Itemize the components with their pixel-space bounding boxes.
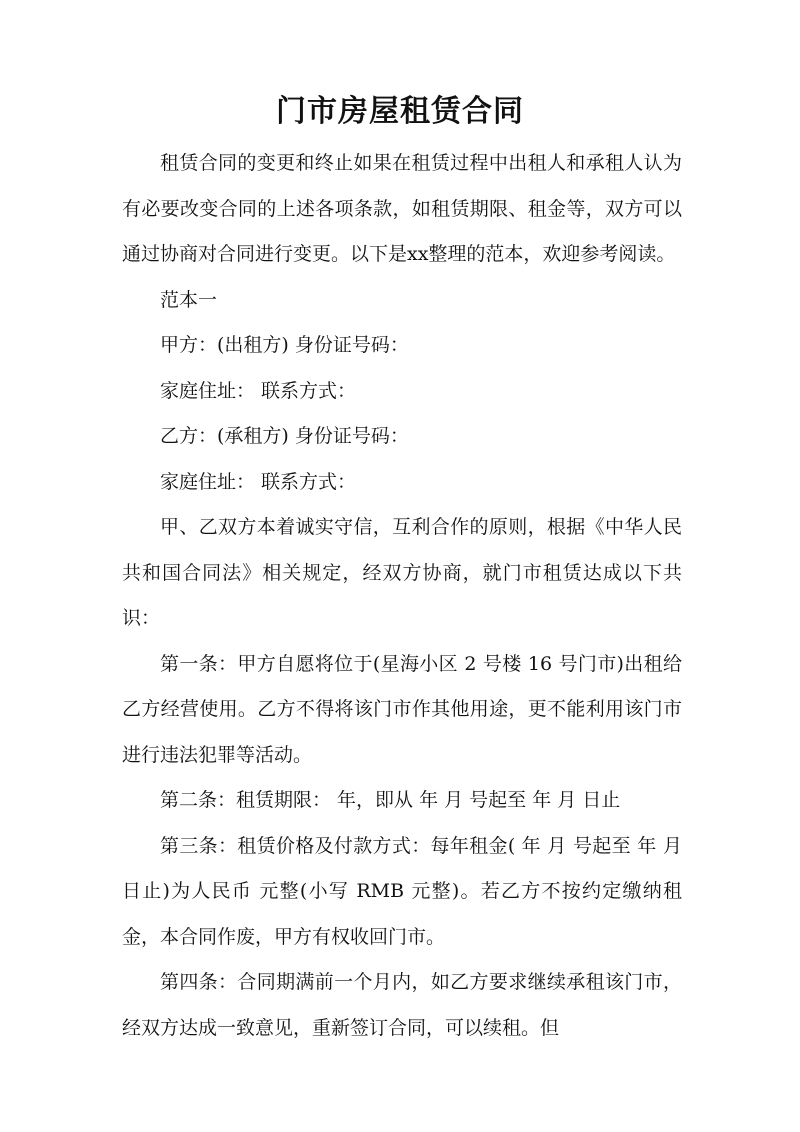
clause-1: 第一条：甲方自愿将位于(星海小区 2 号楼 16 号门市)出租给乙方经营使用。乙方不得将该门市作其他用途，更不能利用该门市进行违法犯罪等活动。 bbox=[122, 652, 682, 766]
preamble-paragraph: 甲、乙双方本着诚实守信，互利合作的原则，根据《中华人民共和国合同法》相关规定，经双方协商，就门市租赁达成以下共识： bbox=[122, 516, 682, 629]
party-a-id-line: 甲方：(出租方) 身份证号码： bbox=[160, 334, 409, 356]
document-title: 门市房屋租赁合同 bbox=[276, 94, 524, 129]
template-heading: 范本一 bbox=[160, 288, 218, 311]
intro-paragraph: 租赁合同的变更和终止如果在租赁过程中出租人和承租人认为有必要改变合同的上述各项条款，如租赁期限、租金等，双方可以通过协商对合同进行变更。以下是xx整理的范本，欢迎参考阅读。 bbox=[122, 152, 682, 265]
party-b-id-line: 乙方：(承租方) 身份证号码： bbox=[160, 425, 409, 447]
document-body bbox=[122, 141, 682, 1051]
clause-2: 第二条：租赁期限： 年，即从 年 月 号起至 年 月 日止 bbox=[160, 789, 621, 811]
party-b-address-line: 家庭住址： 联系方式： bbox=[160, 470, 357, 493]
clause-4: 第四条：合同期满前一个月内，如乙方要求继续承租该门市，经双方达成一致意见，重新签订合同，可以续租。但 bbox=[122, 971, 682, 1039]
clause-3: 第三条：租赁价格及付款方式：每年租金( 年 月 号起至 年 月 日止)为人民币 元整(小写 RMB 元整)。若乙方不按约定缴纳租金，本合同作废，甲方有权收回门市。 bbox=[122, 834, 682, 948]
party-a-address-line: 家庭住址： 联系方式： bbox=[160, 379, 357, 402]
